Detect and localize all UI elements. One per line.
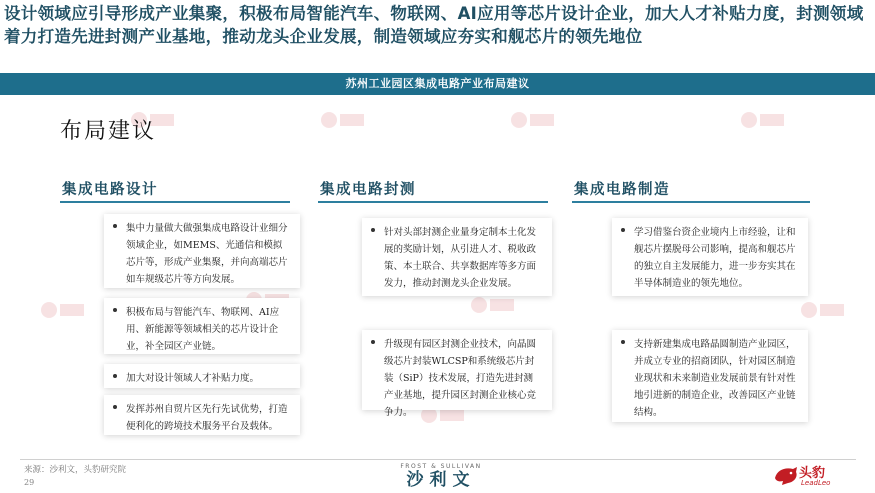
- card-design-4: [104, 395, 300, 435]
- card-text: 支持新建集成电路晶圆制造产业园区，并成立专业的招商团队，针对园区制造业现状和未来制造业发展前景有针对性地引进新的制造企业，改善园区产业链结构。: [634, 339, 796, 418]
- source-note: 来源：沙利文，头豹研究院: [24, 465, 127, 475]
- watermark-icon: [740, 110, 786, 130]
- card-manufacturing-1: [612, 218, 808, 296]
- column-divider: [60, 201, 290, 203]
- frost-sullivan-logo: [376, 463, 506, 490]
- bullet-icon: [621, 228, 625, 232]
- page-headline: 设计领域应引导形成产业集聚，积极布局智能汽车、物联网、AI应用等芯片设计企业，加大人才补贴力度，封测领域着力打造先进封测产业基地，推动龙头企业发展，制造领域应夯实和舰芯片的领先地位: [4, 4, 864, 46]
- card-packaging-1: [362, 218, 552, 296]
- leadleo-en: LeadLeo: [801, 479, 831, 487]
- card-design-3: [104, 364, 300, 388]
- card-packaging-2: [362, 330, 552, 418]
- bullet-icon: [113, 224, 117, 228]
- card-text: 学习借鉴台资企业境内上市经验，让和舰芯片摆脱母公司影响，提高和舰芯片的独立自主发展能力，进一步夯实其在半导体制造业的领先地位。: [634, 227, 796, 289]
- leadleo-logo: [773, 462, 853, 490]
- watermark-icon: [40, 300, 86, 320]
- frost-sullivan-en: FROST & SULLIVAN: [400, 463, 482, 470]
- bullet-icon: [371, 228, 375, 232]
- card-text: 集中力量做大做强集成电路设计业细分领域企业，如MEMS、光通信和模拟芯片等，形成产业集聚，并向高端芯片如车规级芯片等方向发展。: [126, 223, 288, 285]
- watermark-icon: [800, 300, 846, 320]
- page-number: 29: [24, 478, 35, 487]
- card-text: 加大对设计领域人才补贴力度。: [126, 373, 260, 384]
- leopard-icon: [773, 464, 799, 486]
- section-title: 布局建议: [60, 119, 157, 144]
- card-manufacturing-2: [612, 330, 808, 422]
- footer-divider: [20, 459, 856, 460]
- card-text: 针对头部封测企业量身定制本土化发展的奖励计划，从引进人才、税收政策、本土联合、共享数据库等多方面发力，推动封测龙头企业发展。: [384, 227, 537, 289]
- column-title-design: 集成电路设计: [62, 182, 158, 198]
- card-text: 升级现有园区封测企业技术，向晶圆级芯片封装WLCSP和系统级芯片封装（SiP）技术发展，打造先进封测产业基地，提升园区封测企业核心竞争力。: [384, 339, 537, 418]
- bullet-icon: [371, 340, 375, 344]
- column-title-manufacturing: 集成电路制造: [574, 182, 670, 198]
- card-text: 发挥苏州自贸片区先行先试优势，打造便利化的跨境技术服务平台及载体。: [126, 404, 288, 432]
- column-title-packaging: 集成电路封测: [320, 182, 416, 198]
- bullet-icon: [113, 405, 117, 409]
- card-design-1: [104, 214, 300, 288]
- watermark-icon: [510, 110, 556, 130]
- leadleo-cn: 头豹: [799, 466, 826, 481]
- bullet-icon: [621, 340, 625, 344]
- title-banner: 苏州工业园区集成电路产业布局建议: [0, 73, 875, 95]
- card-design-2: [104, 298, 300, 354]
- frost-sullivan-cn: 沙利文: [406, 470, 476, 490]
- column-divider: [572, 201, 810, 203]
- bullet-icon: [113, 308, 117, 312]
- bullet-icon: [113, 374, 117, 378]
- watermark-icon: [470, 295, 516, 315]
- card-text: 积极布局与智能汽车、物联网、AI应用、新能源等领域相关的芯片设计企业，补全园区产业链。: [126, 307, 280, 352]
- watermark-icon: [320, 110, 366, 130]
- column-divider: [318, 201, 548, 203]
